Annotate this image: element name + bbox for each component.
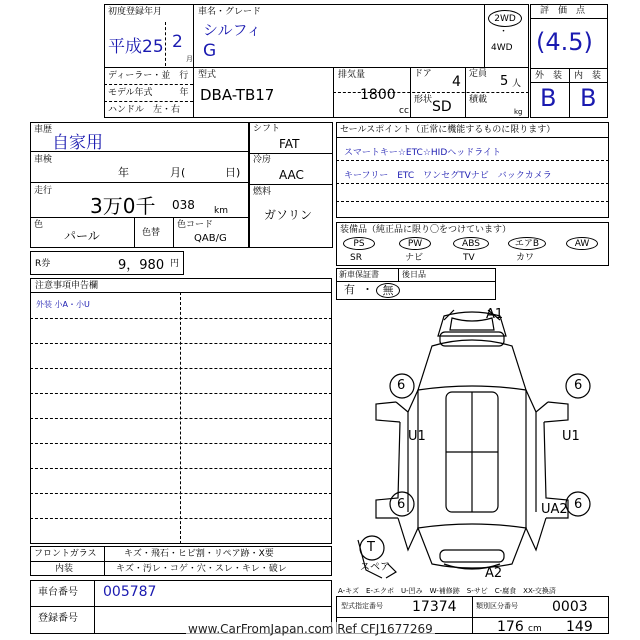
equipment-ps: PS [353,238,365,249]
equipment-sr: SR [350,253,362,263]
drive-4wd: 4WD [491,43,513,53]
warranty-none: 無 [382,283,394,297]
shift-label: シフト [253,124,281,134]
equipment-leather: カワ [516,253,535,263]
class-number: 0003 [552,599,588,615]
inspection-month-unit: 月( [170,166,186,179]
warranty-none-circle [376,283,400,298]
color-value: パール [64,229,100,243]
equipment-aw-circle [566,237,598,250]
sales-point-line-2: キーフリー ETC ワンセグTVナビ バックカメラ [344,171,552,181]
color-code-label: 色コード [177,220,214,230]
registration-era: 平成25 [108,37,164,57]
capacity-label: 定員 [469,69,488,79]
handle-label: ハンドル 左・右 [108,105,181,115]
damage-code-6-rr: 6 [574,497,583,512]
car-grade: G [203,41,217,61]
inspection-year-unit: 年 [118,166,129,179]
drive-2wd-circle [488,10,522,27]
equipment-ps-circle [343,237,375,250]
damage-legend: A-キズ E-エクボ U-凹み W-補修跡 S-サビ C-腐食 XX-交換済 [338,587,556,595]
cc-unit: cc [399,106,409,116]
class-number-label: 類別区分番号 [476,602,518,610]
equipment-navi: ナビ [405,253,424,263]
type-number-label: 型式指定番号 [341,602,383,610]
interior-label: 内 装 [574,71,602,81]
sales-points-title: セールスポイント（正常に機能するものに限ります） [340,125,556,135]
fuel-value: ガソリン [264,208,313,222]
fuel-label: 燃料 [253,187,272,197]
damage-code-u1-right: U1 [562,429,580,444]
car-name: シルフィ [203,21,262,39]
mileage-small: 038 [172,198,195,212]
registration-month: 2 [172,32,183,52]
color-change-label: 色替 [142,228,161,238]
length-unit: cm [528,624,542,634]
recycle-label: R券 [35,259,51,269]
damage-code-6-fl: 6 [397,378,406,393]
km-unit: km [214,206,228,216]
inspection-day-unit: 日) [225,166,241,179]
recycle-amount: 9，980 [118,258,165,273]
exterior-grade: B [540,84,557,112]
shape-label: 形状 [414,95,433,105]
equipment-abs: ABS [462,238,480,249]
load-label: 積載 [469,95,488,105]
model-code: DBA-TB17 [200,86,275,104]
interior-condition-label: 内装 [55,564,74,574]
color-code-value: QAB/G [194,233,227,244]
door-count: 4 [452,74,461,90]
dealer-label: ディーラー・並 行 [108,71,189,81]
registration-number-label: 登録番号 [38,613,78,624]
notes-line-1: 外装 小A・小U [36,300,90,309]
score-value: (4.5) [536,28,593,56]
displacement-value: 1800 [360,87,396,103]
watermark: www.CarFromJapan.com Ref CFJ1677269 [188,622,433,636]
door-label: ドア [414,69,432,79]
equipment-tv: TV [463,253,475,263]
usage-value: 自家用 [52,133,103,153]
equipment-aw: AW [574,238,590,249]
equipment-title: 装備品（純正品に限り〇をつけています） [340,225,512,235]
warranty-has: 有 [344,283,355,296]
new-car-warranty-label: 新車保証書 [339,270,379,279]
front-glass-label: フロントガラス [34,549,97,559]
shift-value: FAT [279,137,300,151]
length-value: 176 [497,619,524,635]
score-label: 評 価 点 [540,6,586,16]
kg-unit: kg [514,108,523,116]
damage-code-ua2: UA2 [541,502,568,517]
interior-grade: B [580,84,597,112]
equipment-abs-circle [453,237,489,250]
drive-separator: ・ [499,27,509,37]
warranty-dot: ・ [362,283,373,296]
usage-label: 車歴 [34,125,53,135]
equipment-pw: PW [407,238,423,249]
type-number: 17374 [412,599,457,615]
chassis-label: 車台番号 [38,587,78,598]
damage-code-6-fr: 6 [574,378,583,393]
person-unit: 人 [512,79,522,89]
sales-point-line-1: スマートキー☆ETC☆HIDヘッドライト [344,148,501,158]
capacity-value: 5 [500,74,509,89]
spare-label: スペア [360,562,390,573]
mileage-label: 走行 [34,186,53,196]
interior-condition-options: キズ・汚レ・コゲ・穴・スレ・キレ・破レ [116,564,287,574]
body-shape: SD [432,99,452,115]
month-unit: 月 [186,55,193,63]
damage-code-a1: A1 [486,307,504,322]
equipment-airbag-circle [508,237,546,250]
front-glass-options: キズ・飛石・ヒビ割・リペア跡・X要 [124,549,274,559]
equipment-airbag: エアB [514,238,540,249]
inspection-label: 車検 [34,155,53,165]
exterior-label: 外 装 [535,71,563,81]
record-book-label: 後日品 [402,270,426,279]
displacement-label: 排気量 [338,70,366,80]
equipment-pw-circle [399,237,431,250]
damage-code-a2: A2 [485,566,503,581]
damage-code-6-rl: 6 [397,497,406,512]
ac-value: AAC [279,168,304,182]
drive-2wd: 2WD [494,13,516,24]
damage-code-u1-left: U1 [408,429,426,444]
chassis-number: 005787 [103,584,157,600]
model-year-label: モデル年式 年 [108,88,189,98]
mileage-value: 3万0千 [90,194,156,218]
car-name-label: 車名・グレード [198,7,262,17]
notes-title: 注意事項申告欄 [35,281,99,291]
ac-label: 冷房 [253,155,272,165]
type-label: 型式 [198,70,217,80]
registration-label: 初度登録年月 [108,7,163,17]
height-value: 149 [566,619,593,635]
spare-tire-code: T [367,540,375,555]
yen-unit: 円 [170,259,180,269]
color-label: 色 [34,220,44,230]
